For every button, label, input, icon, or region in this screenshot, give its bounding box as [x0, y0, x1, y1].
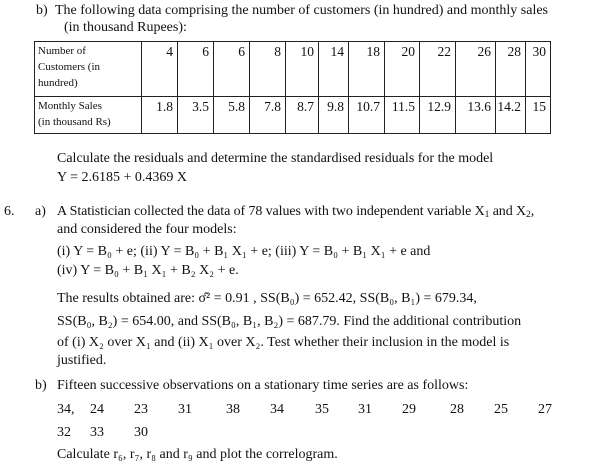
table-row-customers: [35, 42, 551, 97]
results-line1: The results obtained are: σ̂² = 0.91 , SS(B₀) = 652.42, SS(B₀, B₁) = 679.34,: [57, 291, 477, 306]
table-row-sales: [35, 97, 551, 134]
part-a-line1-text: A Statistician collected the data of 78 values with two independent variable X: [57, 204, 485, 219]
model-equation: Y = 2.6185 + 0.4369 X: [57, 170, 187, 185]
part-a-line1-and: and X: [489, 204, 527, 219]
customers-header-line1: Number of: [38, 45, 86, 57]
table-cell: 3.5: [178, 97, 214, 134]
customers-header-cell: [35, 42, 142, 97]
question-number: 6.: [4, 204, 15, 219]
sales-header-cell: [35, 97, 142, 134]
table-cell: 8: [250, 42, 286, 97]
table-cell: 15: [526, 97, 551, 134]
series-value: 34,: [57, 402, 75, 417]
table-cell: 14: [319, 42, 349, 97]
part-a-line2: and considered the four models:: [57, 222, 237, 237]
table-cell: 12.9: [420, 97, 456, 134]
part-b-label: b): [36, 3, 48, 18]
series-value: 38: [226, 402, 240, 417]
table-cell: 6: [214, 42, 250, 97]
customer-sales-table: [34, 41, 551, 134]
series-value: 27: [538, 402, 552, 417]
series-value: 28: [450, 402, 464, 417]
table-cell: 20: [385, 42, 420, 97]
series-value: 30: [134, 425, 148, 440]
sales-header-line1: Monthly Sales: [38, 100, 102, 112]
series-value: 25: [494, 402, 508, 417]
part-b2-label: b): [35, 378, 47, 393]
table-cell: 13.6: [456, 97, 496, 134]
table-cell: 1.8: [142, 97, 178, 134]
correlogram-task: Calculate r₆, r₇, r₈ and r₉ and plot the correlogram.: [57, 447, 338, 462]
table-cell: 4: [142, 42, 178, 97]
residuals-instruction: Calculate the residuals and determine the standardised residuals for the model: [57, 151, 494, 166]
part-a-label: a): [35, 204, 46, 219]
table-cell: 8.7: [286, 97, 319, 134]
series-value: 32: [57, 425, 71, 440]
customers-header-line3: hundred): [38, 76, 78, 89]
table-cell: 30: [526, 42, 551, 97]
table-cell: 10.7: [349, 97, 385, 134]
part-a-line1: A Statistician collected the data of 78 values with two independent variable $X_1$ and $X_2$,: [57, 204, 535, 220]
series-value: 34: [270, 402, 284, 417]
results-line3: of (i) X₂ over X₁ and (ii) X₁ over X₂. Test whether their inclusion in the model is: [57, 335, 510, 350]
series-value: 33: [90, 425, 104, 440]
sales-header-line2: (in thousand Rs): [38, 115, 111, 128]
table-cell: 6: [178, 42, 214, 97]
series-value: 24: [90, 402, 104, 417]
results-line4: justified.: [57, 353, 107, 368]
table-cell: 28: [496, 42, 526, 97]
series-value: 35: [315, 402, 329, 417]
results-line2: SS(B₀, B₂) = 654.00, and SS(B₀, B₁, B₂) = 687.79. Find the additional contribution: [57, 314, 522, 329]
table-cell: 22: [420, 42, 456, 97]
series-value: 29: [402, 402, 416, 417]
table-cell: 10: [286, 42, 319, 97]
table-cell: 7.8: [250, 97, 286, 134]
table-cell: 9.8: [319, 97, 349, 134]
series-value: 31: [358, 402, 372, 417]
table-cell: 18: [349, 42, 385, 97]
series-value: 23: [134, 402, 148, 417]
part-b2-line1: Fifteen successive observations on a stationary time series are as follows:: [57, 378, 469, 393]
models-line2: (iv) Y = B₀ + B₁ X₁ + B₂ X₂ + e.: [57, 263, 239, 278]
part-b-line2: (in thousand Rupees):: [64, 20, 187, 35]
part-b-line1: The following data comprising the number of customers (in hundred) and monthly sales: [55, 3, 549, 18]
table-cell: 14.2: [496, 97, 526, 134]
customers-header-line2: Customers (in: [38, 60, 101, 73]
table-cell: 26: [456, 42, 496, 97]
table-cell: 5.8: [214, 97, 250, 134]
part-a-line1-end: ,: [530, 204, 535, 219]
table-cell: 11.5: [385, 97, 420, 134]
series-value: 31: [178, 402, 192, 417]
models-line1: (i) Y = B₀ + e; (ii) Y = B₀ + B₁ X₁ + e; (iii) Y = B₀ + B₁ X₁ + e and: [57, 244, 431, 259]
